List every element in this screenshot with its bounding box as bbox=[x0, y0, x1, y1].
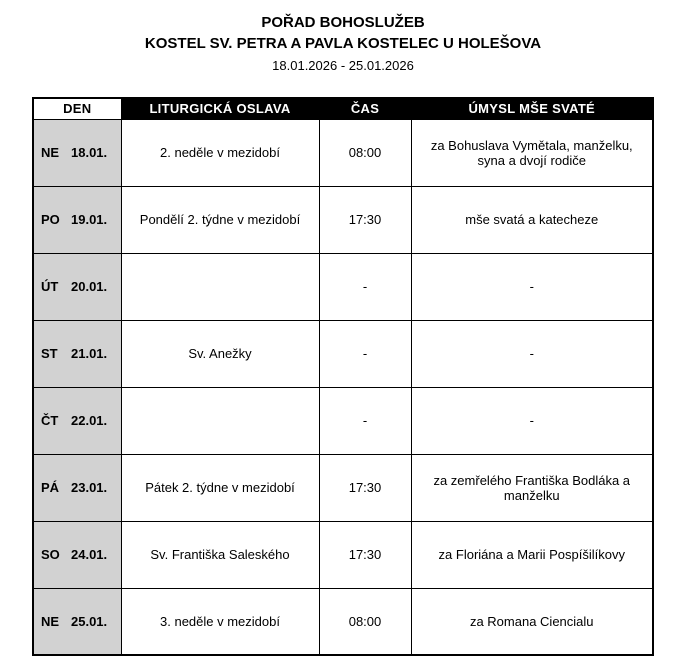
day-abbr: NE bbox=[41, 613, 60, 629]
intention-cell: - bbox=[411, 320, 653, 387]
celebration-cell: 2. neděle v mezidobí bbox=[121, 119, 319, 186]
celebration-cell bbox=[121, 253, 319, 320]
celebration-cell: Sv. Františka Saleského bbox=[121, 521, 319, 588]
col-header-mass-intention: ÚMYSL MŠE SVATÉ bbox=[411, 98, 653, 119]
celebration-cell: Pátek 2. týdne v mezidobí bbox=[121, 454, 319, 521]
day-cell bbox=[33, 320, 121, 387]
day-abbr: NE bbox=[41, 145, 60, 160]
intention-cell: za zemřelého Františka Bodláka a manželku bbox=[411, 454, 653, 521]
celebration-cell: Pondělí 2. týdne v mezidobí bbox=[121, 186, 319, 253]
table-row bbox=[33, 588, 653, 655]
time-cell: - bbox=[319, 387, 411, 454]
table-row bbox=[33, 320, 653, 387]
time-cell: - bbox=[319, 253, 411, 320]
col-header-den: DEN bbox=[33, 98, 121, 119]
celebration-cell: Sv. Anežky bbox=[121, 320, 319, 387]
time-cell: 17:30 bbox=[319, 186, 411, 253]
table-row bbox=[33, 119, 653, 186]
page-title: POŘAD BOHOSLUŽEB bbox=[261, 14, 425, 31]
table-row bbox=[33, 387, 653, 454]
date-range: 18.01.2026 - 25.01.2026 bbox=[272, 58, 414, 73]
day-abbr: ČT bbox=[41, 413, 59, 428]
time-cell: 17:30 bbox=[319, 521, 411, 588]
day-abbr: PÁ bbox=[41, 480, 60, 495]
day-abbr: ST bbox=[41, 346, 58, 361]
time-cell: 17:30 bbox=[319, 454, 411, 521]
intention-cell: - bbox=[411, 387, 653, 454]
celebration-cell bbox=[121, 387, 319, 454]
table-row bbox=[33, 521, 653, 588]
celebration-cell: 3. neděle v mezidobí bbox=[121, 588, 319, 655]
time-cell: 08:00 bbox=[319, 119, 411, 186]
col-header-time: ČAS bbox=[319, 98, 411, 119]
day-date: 20.01. bbox=[71, 279, 108, 294]
day-date: 25.01. bbox=[71, 613, 108, 629]
day-date: 19.01. bbox=[71, 212, 108, 227]
day-date: 23.01. bbox=[71, 480, 108, 495]
table-row bbox=[33, 253, 653, 320]
col-header-liturgical-celebration: LITURGICKÁ OSLAVA bbox=[121, 98, 319, 119]
day-date: 22.01. bbox=[71, 413, 108, 428]
time-cell: 08:00 bbox=[319, 588, 411, 655]
day-cell bbox=[33, 253, 121, 320]
table-row bbox=[33, 454, 653, 521]
intention-cell: za Romana Ciencialu bbox=[411, 588, 653, 655]
time-cell: - bbox=[319, 320, 411, 387]
schedule-table bbox=[32, 97, 654, 656]
day-cell bbox=[33, 387, 121, 454]
intention-cell: za Floriána a Marii Pospíšilíkovy bbox=[411, 521, 653, 588]
intention-cell: - bbox=[411, 253, 653, 320]
day-abbr: PO bbox=[41, 212, 60, 227]
day-date: 21.01. bbox=[71, 346, 108, 361]
day-abbr: SO bbox=[41, 547, 60, 562]
day-cell bbox=[33, 521, 121, 588]
day-date: 24.01. bbox=[71, 547, 108, 562]
day-cell bbox=[33, 454, 121, 521]
intention-cell: mše svatá a katecheze bbox=[411, 186, 653, 253]
day-cell bbox=[33, 119, 121, 186]
schedule-body bbox=[33, 119, 653, 655]
table-row bbox=[33, 186, 653, 253]
day-abbr: ÚT bbox=[41, 279, 59, 294]
day-cell bbox=[33, 186, 121, 253]
table-header-row bbox=[33, 98, 653, 119]
day-cell bbox=[33, 588, 121, 655]
page-subtitle: KOSTEL SV. PETRA A PAVLA KOSTELEC U HOLEŠOVA bbox=[144, 35, 542, 52]
intention-cell: za Bohuslava Vymětala, manželku, syna a dvojí rodiče bbox=[411, 119, 653, 186]
day-date: 18.01. bbox=[71, 145, 108, 160]
